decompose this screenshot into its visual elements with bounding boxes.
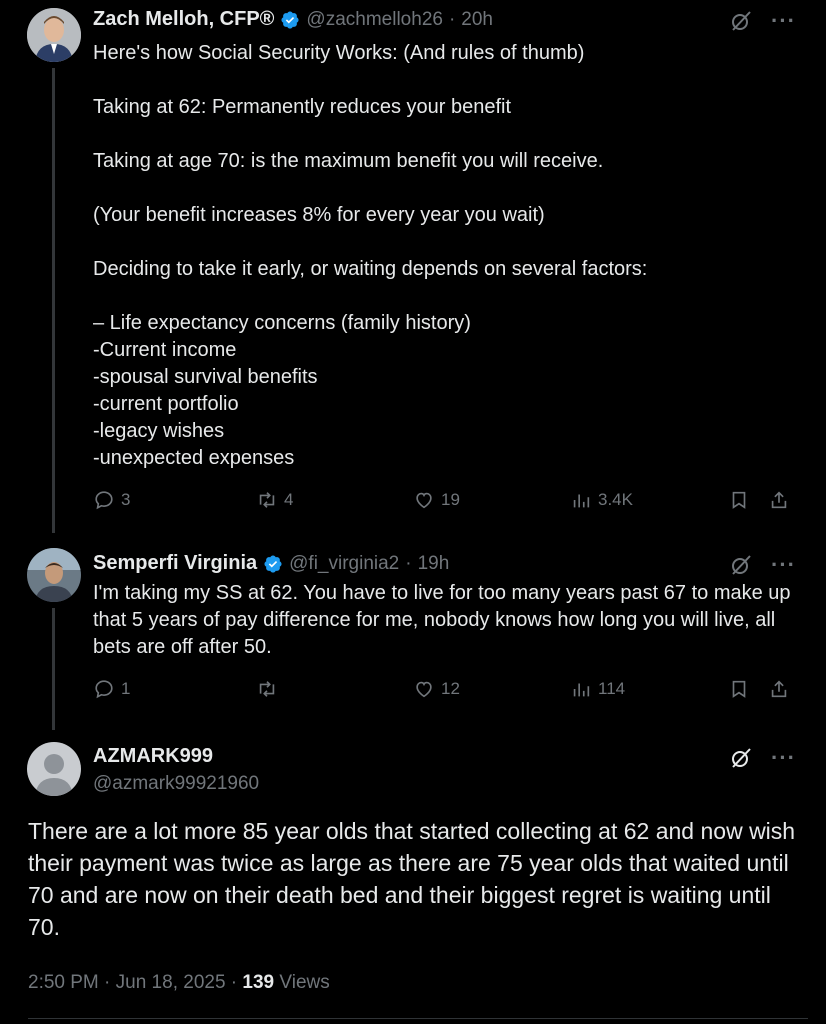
author-handle[interactable]: @azmark99921960 bbox=[93, 773, 260, 794]
share-button[interactable] bbox=[768, 678, 790, 700]
tweet-actions bbox=[93, 489, 803, 515]
tweet-actions bbox=[93, 678, 803, 704]
share-button[interactable] bbox=[768, 489, 790, 511]
more-icon[interactable]: ··· bbox=[771, 552, 796, 577]
more-icon[interactable]: ··· bbox=[771, 745, 796, 770]
bookmark-icon bbox=[728, 489, 750, 511]
views-count: 3.4K bbox=[598, 490, 633, 509]
author-name[interactable]: Semperfi Virginia bbox=[93, 552, 258, 574]
views-label: Views bbox=[274, 972, 330, 993]
like-button[interactable] bbox=[413, 489, 460, 511]
verified-badge-icon bbox=[263, 554, 283, 574]
divider bbox=[28, 1018, 808, 1019]
grok-icon[interactable] bbox=[729, 553, 753, 577]
grok-icon[interactable] bbox=[729, 9, 753, 33]
views-icon bbox=[570, 489, 592, 511]
views-icon bbox=[570, 678, 592, 700]
author-handle[interactable]: @zachmelloh26 bbox=[306, 8, 443, 30]
avatar-placeholder[interactable] bbox=[27, 742, 81, 796]
like-count: 19 bbox=[441, 490, 460, 509]
author-name[interactable]: Zach Melloh, CFP® bbox=[93, 8, 275, 30]
avatar[interactable] bbox=[27, 8, 81, 62]
author-name[interactable]: AZMARK999 bbox=[93, 745, 214, 767]
tweet-2 bbox=[0, 540, 826, 730]
author-handle[interactable]: @fi_virginia2 bbox=[289, 552, 400, 574]
separator: · bbox=[405, 552, 412, 574]
tweet-time[interactable]: 19h bbox=[417, 552, 450, 574]
views-count: 139 bbox=[242, 972, 275, 993]
bookmark-button[interactable] bbox=[728, 678, 750, 700]
retweet-icon bbox=[256, 489, 278, 511]
like-button[interactable] bbox=[413, 678, 460, 700]
reply-button[interactable] bbox=[93, 489, 130, 511]
reply-icon bbox=[93, 489, 115, 511]
thread-line bbox=[52, 608, 55, 730]
retweet-button[interactable] bbox=[256, 678, 284, 700]
views-count: 114 bbox=[598, 679, 626, 698]
tweet-top-actions bbox=[729, 745, 796, 771]
retweet-count: 4 bbox=[284, 490, 294, 509]
share-icon bbox=[768, 489, 790, 511]
tweet-timestamp[interactable]: 2:50 PM · Jun 18, 2025 · bbox=[28, 972, 243, 993]
heart-icon bbox=[413, 678, 435, 700]
tweet-text: I'm taking my SS at 62. You have to live for too many years past 67 to make up that 5 years of pay difference for me, nobody knows how long you will live, all bets are off after 50. bbox=[93, 582, 791, 658]
tweet-top-actions bbox=[729, 552, 796, 578]
tweet-metadata bbox=[28, 972, 330, 994]
tweet-header bbox=[93, 552, 449, 575]
thread-line bbox=[52, 68, 55, 533]
views-button[interactable] bbox=[570, 489, 633, 511]
verified-badge-icon bbox=[280, 10, 300, 30]
avatar[interactable] bbox=[27, 548, 81, 602]
more-icon[interactable]: ··· bbox=[771, 8, 796, 33]
tweet-top-actions bbox=[729, 8, 796, 34]
retweet-icon bbox=[256, 678, 278, 700]
separator: · bbox=[448, 8, 456, 30]
views-button[interactable] bbox=[570, 678, 625, 700]
grok-icon[interactable] bbox=[729, 746, 753, 770]
share-icon bbox=[768, 678, 790, 700]
reply-count: 3 bbox=[121, 490, 131, 509]
retweet-button[interactable] bbox=[256, 489, 293, 511]
tweet-time[interactable]: 20h bbox=[461, 8, 493, 30]
like-count: 12 bbox=[441, 679, 460, 698]
reply-icon bbox=[93, 678, 115, 700]
heart-icon bbox=[413, 489, 435, 511]
bookmark-icon bbox=[728, 678, 750, 700]
tweet-text: Here's how Social Security Works: (And rules of thumb) Taking at 62: Permanently reduces your benefit Taking at age 70: is the maximum benefit you will receive. (Your benefit increases 8% for every year you wait) Deciding to take it early, or waiting depends on several factors: – Life expectancy concerns (family history) -Current income -spousal survival benefits -current portfolio -legacy wishes -unexpected expenses bbox=[93, 42, 648, 469]
reply-button[interactable] bbox=[93, 678, 130, 700]
tweet-header bbox=[93, 8, 493, 31]
reply-count: 1 bbox=[121, 679, 131, 698]
tweet-text: There are a lot more 85 year olds that started collecting at 62 and now wish their payment was twice as large as there are 75 year olds that waited until 70 and are now on their death bed and their biggest regret is waiting until 70. bbox=[28, 818, 796, 940]
bookmark-button[interactable] bbox=[728, 489, 750, 511]
